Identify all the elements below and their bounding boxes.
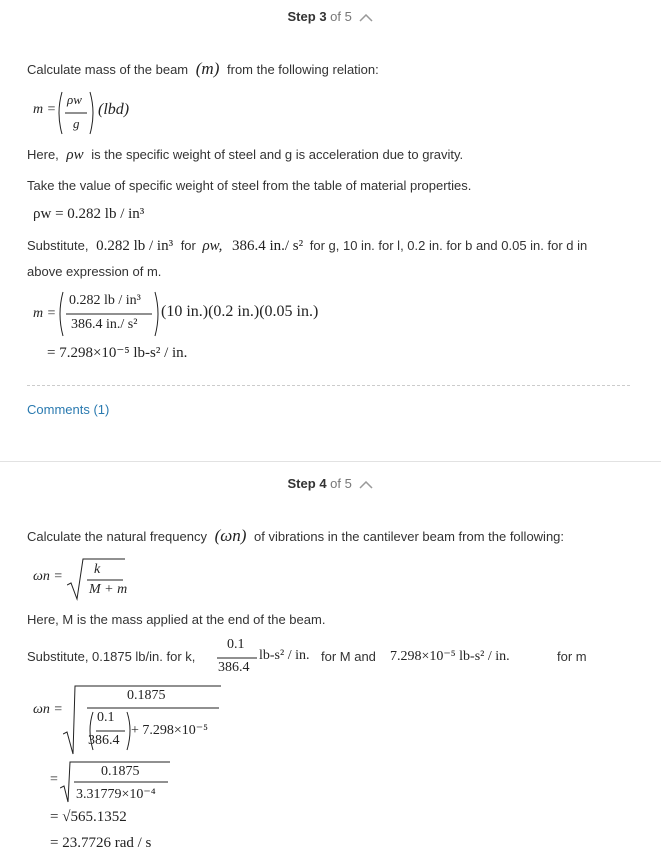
step-3-intro <box>27 59 379 79</box>
omega-symbol: (ωn) <box>214 526 247 545</box>
subst-fraction-num: 0.1 <box>227 637 245 652</box>
subst-fraction-bar <box>217 657 257 659</box>
here-label: Here, <box>27 147 59 162</box>
here-text: is the specific weight of steel and g is acceleration due to gravity. <box>91 147 464 162</box>
frequency-result: = 23.7726 rad / s <box>50 835 152 851</box>
step-label: Step <box>287 9 316 24</box>
equals-sign: = <box>50 772 58 787</box>
substitute-line <box>27 238 587 255</box>
chevron-up-icon[interactable] <box>359 14 373 22</box>
mass-result: = 7.298×10⁻⁵ lb-s² / in. <box>47 345 188 361</box>
formula-denominator: g <box>73 116 80 131</box>
substitute-line-2: above expression of m. <box>27 264 162 279</box>
frequency-formula <box>31 557 131 601</box>
calc-plus-term: + 7.298×10⁻⁵ <box>131 723 209 738</box>
calc-inner-den: 386.4 <box>88 733 120 748</box>
subst-fraction-den: 386.4 <box>218 660 250 675</box>
subst-value-m: 7.298×10⁻⁵ lb-s² / in. <box>390 649 510 664</box>
rho-symbol: ρw <box>66 147 84 163</box>
step-total: of 5 <box>330 476 352 491</box>
here-line <box>27 147 463 164</box>
formula-lhs: ωn = <box>33 569 63 584</box>
subst-symbol-rho: ρw, <box>202 238 223 254</box>
calc-lhs: m = <box>33 306 57 321</box>
calc-numerator: 0.1875 <box>127 688 166 703</box>
mass-formula <box>31 90 151 136</box>
frequency-calculation <box>31 684 231 756</box>
intro-text: Calculate the natural frequency <box>27 529 207 544</box>
intro-text-end: from the following relation: <box>227 62 379 77</box>
formula-numerator: k <box>94 562 101 577</box>
take-value-line: Take the value of specific weight of steel from the table of material properties. <box>27 178 472 193</box>
formula-denominator: M + m <box>89 582 128 597</box>
rho-value: ρw = 0.282 lb / in³ <box>33 206 145 222</box>
subst-for: for <box>180 238 196 253</box>
mass-calculation <box>31 290 351 338</box>
calc-numerator: 0.282 lb / in³ <box>69 293 141 308</box>
subst-for-M: for M and <box>321 649 376 664</box>
step-4-header <box>0 476 661 491</box>
step-4-intro <box>27 526 564 546</box>
calc-dimensions: (10 in.)(0.2 in.)(0.05 in.) <box>161 303 319 320</box>
calc-inner-num: 0.1 <box>97 710 115 725</box>
intro-text: Calculate mass of the beam <box>27 62 189 77</box>
chevron-up-icon[interactable] <box>359 481 373 489</box>
step-number: 3 <box>319 9 327 24</box>
dashed-divider <box>27 385 630 386</box>
calc-2-denominator: 3.31779×10⁻⁴ <box>76 787 156 802</box>
subst-for-m: for m <box>557 649 587 664</box>
intro-text-end: of vibrations in the cantilever beam from the following: <box>254 529 565 544</box>
step-label: Step <box>287 476 316 491</box>
formula-lhs: m = <box>33 102 57 117</box>
calc-line-3: = √565.1352 <box>50 809 127 825</box>
step-total: of 5 <box>330 9 352 24</box>
subst-value-g: 386.4 in./ s² <box>231 238 304 254</box>
calc-2-numerator: 0.1875 <box>101 764 140 779</box>
step-number: 4 <box>319 476 327 491</box>
calc-lhs: ωn = <box>33 702 63 717</box>
mass-symbol: (m) <box>195 59 220 78</box>
subst-value-rho: 0.282 lb / in³ <box>96 238 174 254</box>
calc-line-2 <box>50 760 180 804</box>
comments-link[interactable]: Comments (1) <box>27 402 110 417</box>
calc-denominator: 386.4 in./ s² <box>71 317 138 332</box>
formula-lbd: (lbd) <box>98 101 130 118</box>
step-3-header <box>0 9 661 24</box>
subst-unit: lb-s² / in. <box>259 648 310 663</box>
substitute-line <box>27 637 657 681</box>
subst-rest: for g, 10 in. for l, 0.2 in. for b and 0.05 in. for d in <box>309 238 588 253</box>
step-4-panel <box>0 461 661 855</box>
substitute-label: Substitute, <box>27 238 89 253</box>
formula-numerator: ρw <box>67 92 82 107</box>
substitute-label: Substitute, 0.1875 lb/in. for k, <box>27 649 196 664</box>
here-line: Here, M is the mass applied at the end of the beam. <box>27 612 326 627</box>
